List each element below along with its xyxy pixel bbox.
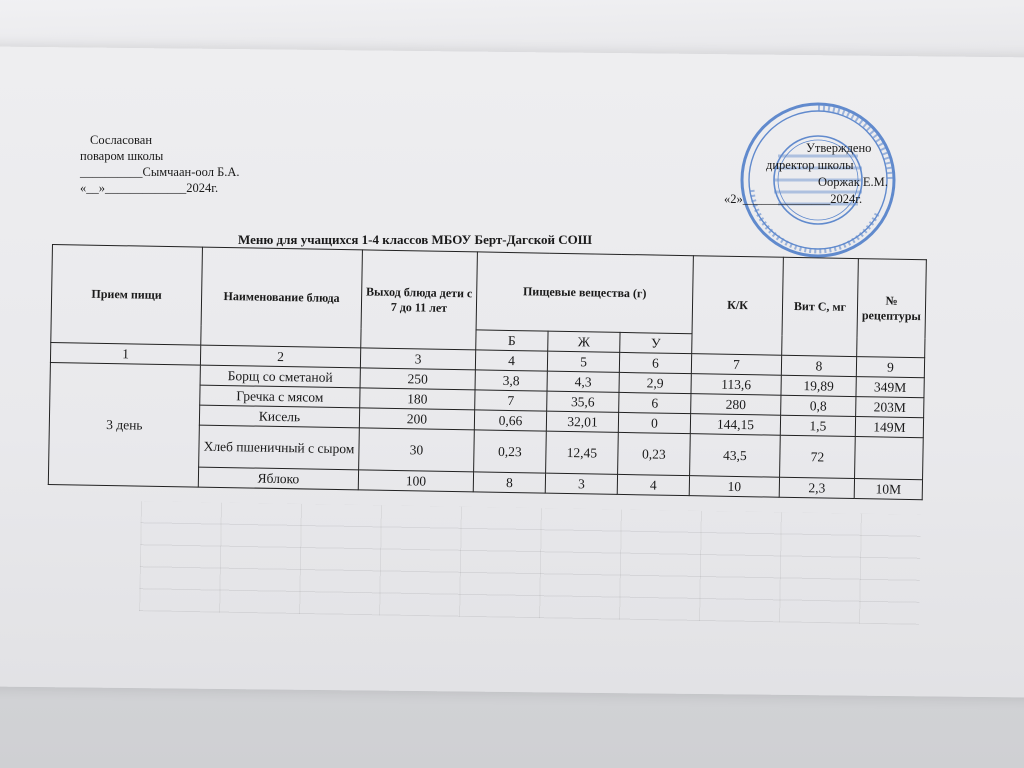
approval-block-left — [80, 132, 240, 196]
portion-value: 250 — [360, 368, 475, 390]
fat-value: 32,01 — [546, 411, 618, 432]
portion-value: 30 — [359, 428, 475, 472]
protein-value: 7 — [475, 390, 547, 411]
approval-right-line3: Ооржак Е.М. — [818, 175, 888, 189]
carb-value: 0 — [618, 412, 690, 433]
column-number: 2 — [200, 345, 360, 368]
protein-value: 3,8 — [475, 370, 547, 391]
recipe-number: 203М — [856, 397, 924, 418]
header-dish: Наименование блюда — [201, 247, 363, 348]
carb-value: 0,23 — [618, 432, 691, 475]
column-number: 1 — [50, 342, 200, 365]
approval-block-right — [722, 140, 922, 208]
column-number: 3 — [360, 348, 475, 370]
column-number: 7 — [691, 354, 781, 376]
kcal-value: 280 — [691, 394, 781, 416]
menu-table — [48, 244, 927, 500]
menu-table-wrapper — [48, 244, 927, 500]
vitc-value: 1,5 — [780, 415, 855, 436]
portion-value: 200 — [359, 408, 474, 430]
kcal-value: 10 — [689, 476, 779, 498]
portion-value: 100 — [358, 470, 473, 492]
fat-value: 4,3 — [547, 371, 619, 392]
vitc-value: 2,3 — [779, 477, 854, 498]
approval-left-line4: «__»_____________2024г. — [80, 181, 219, 195]
column-number: 9 — [856, 357, 924, 378]
vitc-value: 72 — [780, 435, 856, 478]
recipe-number: 349М — [856, 377, 924, 398]
header-recipe: № рецептуры — [857, 259, 927, 358]
subheader-u: У — [620, 332, 692, 353]
dish-name: Кисель — [199, 405, 359, 428]
approval-right-line1: Утверждено — [806, 141, 872, 155]
column-number: 4 — [475, 350, 547, 371]
meal-day-label: 3 день — [48, 362, 200, 487]
fat-value: 12,45 — [546, 431, 619, 474]
vitc-value: 0,8 — [781, 395, 856, 416]
kcal-value: 144,15 — [690, 414, 780, 436]
recipe-number — [855, 437, 924, 480]
protein-value: 0,23 — [474, 430, 547, 473]
column-number: 6 — [619, 352, 691, 373]
approval-right-line4: «2»______________2024г. — [724, 192, 863, 206]
header-kcal: К/К — [692, 256, 784, 356]
protein-value: 0,66 — [474, 410, 546, 431]
menu-title: Меню для учащихся 1-4 классов МБОУ Берт-Дагской СОШ — [238, 232, 593, 247]
subheader-b: Б — [476, 330, 548, 351]
portion-value: 180 — [360, 388, 475, 410]
kcal-value: 113,6 — [691, 374, 781, 396]
carb-value: 2,9 — [619, 372, 691, 393]
column-number: 8 — [781, 355, 856, 376]
vitc-value: 19,89 — [781, 375, 856, 396]
fat-value: 35,6 — [547, 391, 619, 412]
show-through-grid — [139, 501, 921, 625]
carb-value: 4 — [617, 474, 689, 495]
kcal-value: 43,5 — [690, 434, 781, 478]
recipe-number: 149М — [855, 417, 923, 438]
carb-value: 6 — [619, 392, 691, 413]
dish-name: Борщ со сметаной — [200, 365, 360, 388]
protein-value: 8 — [473, 472, 545, 493]
approval-right-line2: директор школы — [766, 158, 854, 172]
subheader-zh: Ж — [548, 331, 620, 352]
header-vitc: Вит С, мг — [782, 257, 859, 356]
recipe-number: 10М — [854, 479, 922, 500]
header-meal: Прием пищи — [51, 245, 203, 346]
dish-name: Гречка с мясом — [200, 385, 360, 408]
header-portion: Выход блюда дети с 7 до 11 лет — [361, 250, 478, 350]
dish-name: Хлеб пшеничный с сыром — [199, 425, 360, 470]
approval-left-line3: __________Сымчаан-оол Б.А. — [80, 165, 240, 179]
dish-name: Яблоко — [198, 467, 358, 490]
fat-value: 3 — [545, 473, 617, 494]
header-nutrients: Пищевые вещества (г) — [476, 252, 693, 334]
column-number: 5 — [547, 351, 619, 372]
approval-left-line1: Сосласован — [90, 133, 153, 147]
approval-left-line2: поваром школы — [80, 149, 164, 163]
